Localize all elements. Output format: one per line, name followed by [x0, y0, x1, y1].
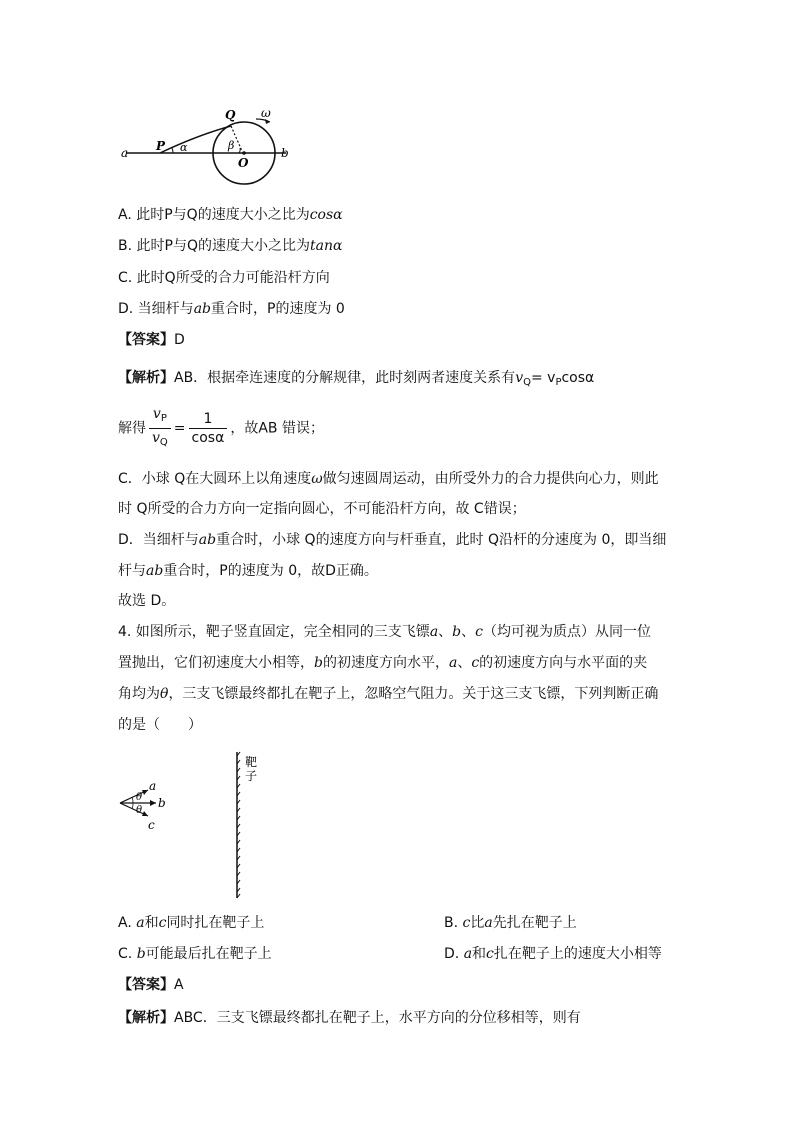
- fig1-label-O: O: [238, 156, 249, 170]
- frac2-den: cosα: [191, 430, 225, 446]
- q4-opt-b-2: 比: [470, 915, 485, 931]
- q3-l4: 时 Q所受的合力方向一定指向圆心，不可能沿杆方向，故 C错误；: [118, 501, 526, 517]
- q3-eq-p-sub: P: [555, 377, 562, 388]
- q3-option-c-text: C. 此时Q所受的合力可能沿杆方向: [118, 270, 330, 286]
- q3-l5-ab: ab: [198, 532, 217, 548]
- q3-l2-suffix: ，故AB 错误；: [230, 420, 324, 437]
- q4-option-a: [118, 913, 264, 933]
- q4-l1-va: a: [429, 624, 439, 640]
- q4-opt-b-3: 先扎在靶子上: [492, 915, 577, 931]
- q4-stem-line2: [118, 653, 647, 673]
- q3-fraction-1-cos: [189, 410, 228, 447]
- fig2-label-c: c: [148, 818, 155, 832]
- q3-option-a-expr: cosα: [309, 207, 343, 223]
- q3-l6-a: 杆与: [118, 563, 146, 579]
- frac-num-sub: P: [160, 413, 167, 424]
- q4-l1-vb: b: [452, 624, 462, 640]
- q4-answer-value: A: [174, 977, 184, 993]
- fig1-label-omega: ω: [261, 106, 271, 120]
- q4-opt-d-c: c: [486, 946, 494, 962]
- fig1-label-a: a: [121, 146, 129, 160]
- fig1-label-Q: Q: [225, 108, 236, 122]
- q4-l1-sep2: 、: [461, 624, 476, 640]
- q4-opt-c-2: 可能最后扎在靶子上: [145, 946, 272, 962]
- q4-l2-vc: c: [471, 655, 480, 671]
- q4-l1-a: 4. 如图所示，靶子竖直固定，完全相同的三支飞镖: [118, 624, 430, 640]
- q4-l4: 的是（ ）: [118, 717, 202, 733]
- q3-l2-prefix: 解得: [118, 420, 146, 437]
- frac-den-sub: Q: [159, 437, 168, 448]
- fig1-label-beta: β: [228, 139, 235, 152]
- q4-l2-vb: b: [314, 655, 323, 671]
- q4-opt-b-c: c: [462, 915, 471, 931]
- q4-l3-theta: θ: [160, 686, 169, 702]
- fig2-label-b: b: [158, 796, 166, 810]
- fig1-label-alpha: α: [180, 141, 188, 154]
- q4-option-b: [444, 913, 577, 933]
- fig2-target-label-1: 靶: [245, 755, 258, 769]
- q3-analysis-line3: [118, 469, 659, 489]
- q4-analysis-tag: 【解析】: [118, 1010, 174, 1026]
- fig2-label-theta1: θ: [136, 792, 143, 803]
- q4-opt-d-a: a: [463, 946, 473, 962]
- q3-analysis-tag: 【解析】: [118, 370, 174, 386]
- q3-option-d-text1: D. 当细杆与: [118, 301, 194, 317]
- q3-eq-q-sub: Q: [523, 377, 531, 388]
- fig2-label-theta2: θ: [136, 805, 143, 816]
- q3-l3-omega: ω: [311, 471, 323, 487]
- q3-answer-tag: 【答案】: [118, 332, 174, 348]
- q4-opt-d-2: 和: [472, 946, 487, 962]
- q4-l2-b: 的初速度方向水平，: [322, 655, 449, 671]
- fig1-label-b: b: [281, 146, 289, 160]
- q4-l1-b: （均可视为质点）从同一位: [482, 624, 651, 640]
- q4-opt-c-b: b: [136, 946, 146, 962]
- q3-analysis-line1: [118, 368, 594, 393]
- q4-opt-b-a: a: [484, 915, 493, 931]
- fig2-target-label-2: 子: [245, 769, 258, 783]
- q4-opt-a-a: a: [136, 915, 145, 931]
- q3-option-d-text2: 重合时，P的速度为 0: [211, 301, 345, 317]
- q3-fraction-vp-vq: [149, 405, 171, 452]
- q3-l5-b: 重合时，小球 Q的速度方向与杆垂直，此时 Q沿杆的分速度为 0，即当细: [216, 532, 667, 548]
- frac-num-v: v: [152, 406, 161, 422]
- q3-analysis-line5: [118, 530, 666, 550]
- q3-l3-b: 做匀速圆周运动，由所受外力的合力提供向心力，则此: [322, 471, 659, 487]
- q4-option-c: [118, 944, 272, 964]
- q3-option-a-text: A. 此时P与Q的速度大小之比为: [118, 207, 310, 223]
- q3-answer-value: D: [174, 332, 185, 348]
- q4-l1-vc: c: [475, 624, 483, 640]
- q3-option-d-ab: ab: [193, 301, 211, 317]
- q4-opt-a-3: 同时扎在靶子上: [166, 915, 265, 931]
- q3-l6-b: 重合时，P的速度为 0，故D正确。: [163, 563, 378, 579]
- q3-eq-vq: v: [515, 370, 524, 386]
- q3-l7: 故选 D。: [118, 593, 176, 609]
- q4-l2-va: a: [448, 655, 458, 671]
- q4-stem-line3: [118, 684, 658, 704]
- q4-opt-d-3: 扎在靶子上的速度大小相等: [493, 946, 662, 962]
- q4-l1-sep1: 、: [438, 624, 453, 640]
- frac2-num: 1: [189, 410, 228, 429]
- q4-stem-line4: [118, 715, 202, 735]
- q3-option-b-text: B. 此时P与Q的速度大小之比为: [118, 238, 310, 254]
- q4-opt-c-1: C.: [118, 946, 137, 962]
- q3-eq-cos: cosα: [561, 370, 595, 386]
- q4-opt-b-1: B.: [444, 915, 463, 931]
- q4-l3-a: 角均为: [118, 686, 160, 702]
- q4-l3-b: ，三支飞镖最终都扎在靶子上，忽略空气阻力。关于这三支飞镖，下列判断正确: [168, 686, 659, 702]
- q4-l2-a: 置抛出，它们初速度大小相等，: [118, 655, 314, 671]
- q3-l3-a: C．小球 Q在大圆环上以角速度: [118, 471, 312, 487]
- fig1-label-P: P: [156, 139, 166, 153]
- fig2-label-a: a: [149, 779, 157, 793]
- q4-opt-d-1: D.: [444, 946, 464, 962]
- q3-eq-mid: = v: [530, 370, 556, 386]
- q3-answer: [118, 330, 185, 350]
- q3-analysis-text1: AB．根据牵连速度的分解规律，此时刻两者速度关系有: [174, 370, 516, 386]
- q3-option-a: [118, 205, 343, 225]
- frac-den-v: v: [152, 430, 160, 446]
- q4-opt-a-1: A.: [118, 915, 137, 931]
- q4-answer-tag: 【答案】: [118, 977, 174, 993]
- q3-option-b-expr: tanα: [309, 238, 343, 254]
- q4-answer: [118, 975, 184, 995]
- q3-analysis-line2: [118, 405, 324, 452]
- q3-option-d: [118, 299, 345, 319]
- q3-option-c: [118, 268, 330, 288]
- q3-analysis-line6: [118, 561, 378, 581]
- q4-l2-c: 的初速度方向与水平面的夹: [479, 655, 648, 671]
- q4-l2-sep: 、: [457, 655, 472, 671]
- q3-option-b: [118, 236, 342, 256]
- q4-opt-a-2: 和: [144, 915, 159, 931]
- darts-target-figure: [116, 750, 276, 902]
- q3-l5-a: D．当细杆与: [118, 532, 199, 548]
- q4-analysis-text1: ABC．三支飞镖最终都扎在靶子上，水平方向的分位移相等，则有: [174, 1010, 581, 1026]
- q3-l6-ab: ab: [146, 563, 164, 579]
- q3-analysis-line4: [118, 499, 526, 519]
- q4-option-d: [444, 944, 662, 964]
- q3-analysis-line7: [118, 591, 175, 611]
- q4-stem-line1: [118, 622, 651, 642]
- circle-rod-figure: [118, 105, 298, 187]
- q4-analysis-line1: [118, 1008, 581, 1028]
- q4-opt-a-c: c: [158, 915, 167, 931]
- q3-frac-eq: =: [173, 420, 186, 437]
